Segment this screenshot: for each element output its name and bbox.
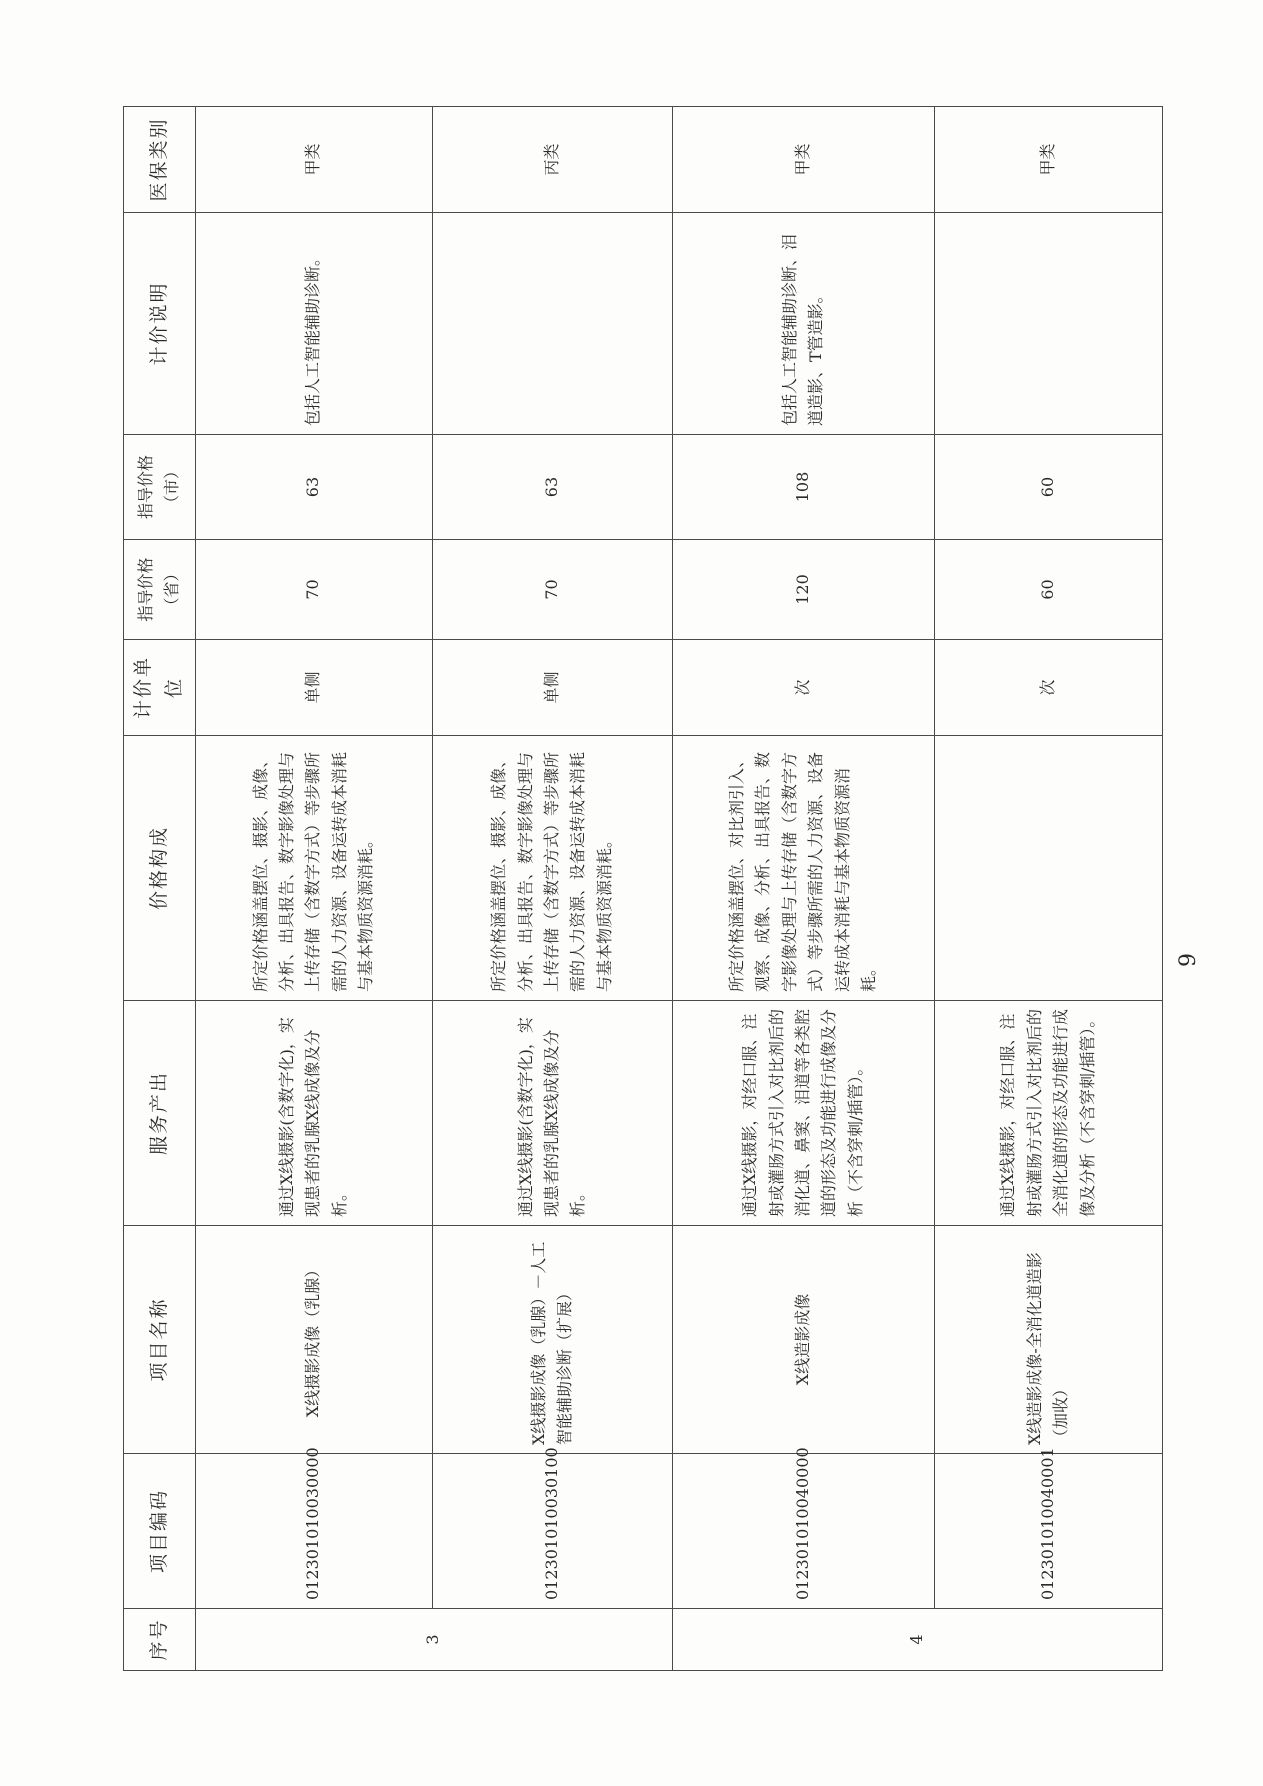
- header-name: 项目名称: [124, 1226, 196, 1454]
- insurance-cell: 甲类: [934, 107, 1162, 213]
- price-prov-cell: 120: [672, 540, 934, 640]
- document-page: [123, 107, 1150, 1671]
- note-cell: [432, 213, 672, 435]
- header-note: 计价说明: [124, 213, 196, 435]
- table-row: [672, 107, 934, 1671]
- name-cell: X线造影成像: [672, 1226, 934, 1454]
- page-number-text: 9: [1175, 953, 1201, 967]
- header-service: 服务产出: [124, 1001, 196, 1226]
- unit-cell: 单侧: [432, 640, 672, 736]
- price-city-cell: 60: [934, 435, 1162, 540]
- rotated-table-container: [123, 107, 1150, 1671]
- header-price-prov: 指导价格（省）: [124, 540, 196, 640]
- service-cell: 通过X线摄影，对经口服、注射或灌肠方式引入对比剂后的消化道、鼻窦、泪道等各类腔道的形态及功能进行成像及分析（不含穿刺/插管）。: [672, 1001, 934, 1226]
- service-cell: 通过X线摄影(含数字化)，实现患者的乳腺X线成像及分析。: [195, 1001, 432, 1226]
- insurance-cell: 丙类: [432, 107, 672, 213]
- header-code: 项目编码: [124, 1454, 196, 1609]
- header-price-city: 指导价格（市）: [124, 435, 196, 540]
- page-number: [1108, 940, 1263, 980]
- code-cell: 012301010040001: [934, 1454, 1162, 1609]
- service-cell: 通过X线摄影(含数字化)，实现患者的乳腺X线成像及分析。: [432, 1001, 672, 1226]
- seq-cell: 4: [672, 1609, 1162, 1671]
- unit-cell: 单侧: [195, 640, 432, 736]
- name-cell: X线造影成像-全消化道造影（加收）: [934, 1226, 1162, 1454]
- header-insurance: 医保类别: [124, 107, 196, 213]
- header-row: [124, 107, 196, 1671]
- note-cell: 包括人工智能辅助诊断、泪道造影、T管造影。: [672, 213, 934, 435]
- code-cell: 012301010030100: [432, 1454, 672, 1609]
- price-city-cell: 63: [432, 435, 672, 540]
- note-cell: 包括人工智能辅助诊断。: [195, 213, 432, 435]
- table-row: [195, 107, 432, 1671]
- insurance-cell: 甲类: [672, 107, 934, 213]
- table-row: [934, 107, 1162, 1671]
- price-prov-cell: 70: [432, 540, 672, 640]
- name-cell: X线摄影成像（乳腺）－人工智能辅助诊断（扩展）: [432, 1226, 672, 1454]
- insurance-cell: 甲类: [195, 107, 432, 213]
- unit-cell: 次: [672, 640, 934, 736]
- price-table: [123, 106, 1163, 1671]
- code-cell: 012301010030000: [195, 1454, 432, 1609]
- header-composition: 价格构成: [124, 736, 196, 1001]
- price-prov-cell: 60: [934, 540, 1162, 640]
- composition-cell: 所定价格涵盖摆位、对比剂引入、观察、成像、分析、出具报告、数字影像处理与上传存储（含数字方式）等步骤所需的人力资源、设备运转成本消耗与基本物质资源消耗。: [672, 736, 934, 1001]
- code-cell: 012301010040000: [672, 1454, 934, 1609]
- header-seq: 序号: [124, 1609, 196, 1671]
- note-cell: [934, 213, 1162, 435]
- price-city-cell: 63: [195, 435, 432, 540]
- composition-cell: 所定价格涵盖摆位、摄影、成像、分析、出具报告、数字影像处理与上传存储（含数字方式）等步骤所需的人力资源、设备运转成本消耗与基本物质资源消耗。: [195, 736, 432, 1001]
- price-prov-cell: 70: [195, 540, 432, 640]
- price-city-cell: 108: [672, 435, 934, 540]
- composition-cell: 所定价格涵盖摆位、摄影、成像、分析、出具报告、数字影像处理与上传存储（含数字方式）等步骤所需的人力资源、设备运转成本消耗与基本物质资源消耗。: [432, 736, 672, 1001]
- service-cell: 通过X线摄影，对经口服、注射或灌肠方式引入对比剂后的全消化道的形态及功能进行成像及分析（不含穿刺/插管）。: [934, 1001, 1162, 1226]
- unit-cell: 次: [934, 640, 1162, 736]
- table-row: [432, 107, 672, 1671]
- seq-cell: 3: [195, 1609, 672, 1671]
- name-cell: X线摄影成像（乳腺）: [195, 1226, 432, 1454]
- header-unit: 计价单位: [124, 640, 196, 736]
